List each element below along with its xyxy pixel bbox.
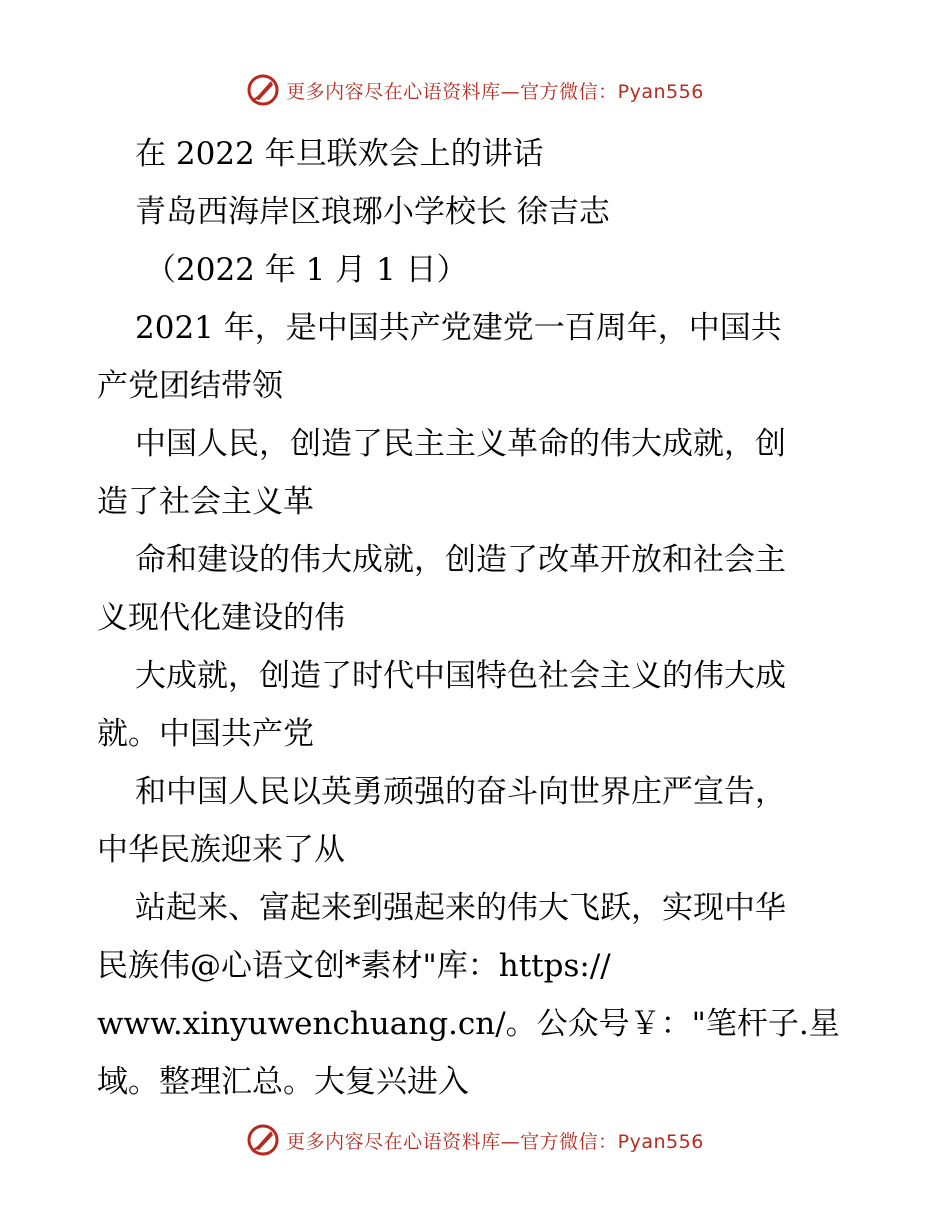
body-line: 站起来、富起来到强起来的伟大飞跃，实现中华 (135, 890, 786, 926)
footer-watermark-text: 更多内容尽在心语资料库—官方微信：Pyan556 (286, 1130, 704, 1153)
header-watermark-banner (0, 70, 950, 110)
speaker-line: 青岛西海岸区琅琊小学校长 徐吉志 (135, 194, 610, 230)
body-line: 造了社会主义革 (97, 484, 314, 520)
body-line: 2021 年，是中国共产党建党一百周年，中国共 (135, 310, 782, 346)
header-watermark-text: 更多内容尽在心语资料库—官方微信：Pyan556 (286, 80, 704, 103)
body-line: 域。整理汇总。大复兴进入 (97, 1064, 469, 1100)
body-line: 就。中国共产党 (97, 716, 314, 752)
document-body (97, 125, 857, 1111)
body-line: 和中国人民以英勇顽强的奋斗向世界庄严宣告， (135, 774, 786, 810)
body-line: 大成就，创造了时代中国特色社会主义的伟大成 (135, 658, 786, 694)
body-line: 义现代化建设的伟 (97, 600, 345, 636)
feather-quill-seal-icon (246, 73, 280, 107)
date-line: （2022 年 1 月 1 日） (145, 252, 468, 288)
body-line: 产党团结带领 (97, 368, 283, 404)
feather-quill-seal-icon (246, 1123, 280, 1157)
body-line: www.xinyuwenchuang.cn/。公众号￥："笔杆子.星 (97, 1006, 840, 1042)
body-line: 命和建设的伟大成就，创造了改革开放和社会主 (135, 542, 786, 578)
speech-title: 在 2022 年旦联欢会上的讲话 (135, 136, 544, 172)
footer-watermark-banner (0, 1120, 950, 1160)
body-line: 中国人民，创造了民主主义革命的伟大成就，创 (135, 426, 786, 462)
body-line: 民族伟@心语文创*素材"库：https:// (97, 948, 611, 984)
body-line: 中华民族迎来了从 (97, 832, 345, 868)
